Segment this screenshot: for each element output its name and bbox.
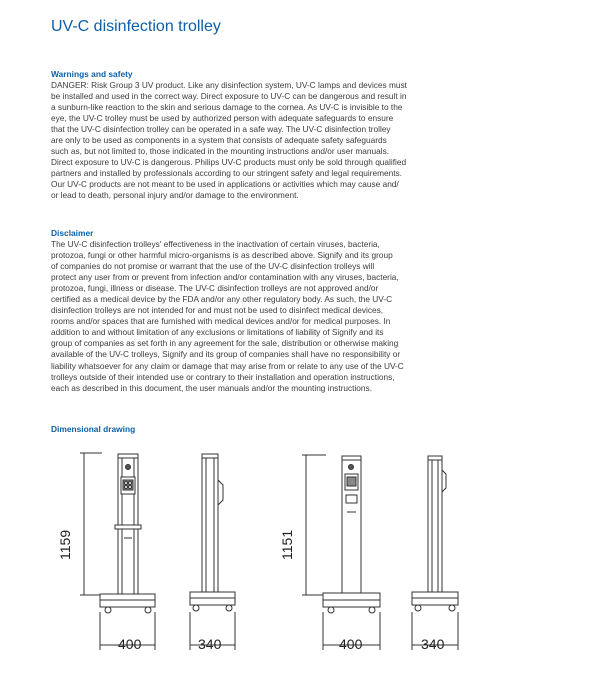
dimensional-drawing xyxy=(40,440,560,680)
trolley-a-side-view xyxy=(190,454,235,650)
drawing-section xyxy=(51,424,491,435)
trolley-a-height-label: 1159 xyxy=(57,529,73,560)
trolley-b-height-label: 1151 xyxy=(279,529,295,560)
warnings-heading: Warnings and safety xyxy=(51,69,133,79)
drawing-heading: Dimensional drawing xyxy=(51,424,136,434)
disclaimer-text: The UV-C disinfection trolleys' effectiveness in the inactivation of certain viruses, bacteria, protozoa, fungi or other harmful micro-organisms is as described above. Signify and its group of companies do not promise or warrant that the use of the UV-C disinfection trolleys will protect any user from or prevent from infection and/or contamination with any viruses, bacteria, protozoa, fungi, illness or disease. The UV-C disinfection trolleys are not approved and/or certified as a medical device by the FDA and/or any other regulatory body. As such, the UV-C disinfection trolleys are not intended for and must not be used to disinfect medical devices, rooms and/or spaces that are furnished with medical devices and/or for medical purposes. In addition to and without limitation of any exclusions or limitations of liability of Signify and its group of companies as set forth in any agreement for the sale, distribution or otherwise making available of the UV-C trolleys, Signify and its group of companies shall have no responsibility or liability whatsoever for any claim or damage that may arise from or relate to any use of the UV-C trolleys outside of their intended use or contrary to their installation and operation instructions, each as described in this document, the user manuals and/or the mounting instructions. xyxy=(51,239,404,393)
trolley-b-front-view xyxy=(302,455,380,650)
trolley-b-depth-label: 340 xyxy=(421,636,445,652)
trolley-a-width-label: 400 xyxy=(118,636,142,652)
warnings-text: DANGER: Risk Group 3 UV product. Like any disinfection system, UV-C lamps and devices must be installed and used in the correct way. Direct exposure to UV-C can be dangerous and result in a sunburn-like reaction to the skin and serious damage to the cornea. As UV-C is invisible to the eye, the UV-C trolley must be used by authorized person with adequate safeguards to ensure that the UV-C disinfection trolley can be operated in a safe way. The UV-C disinfection trolley are only to be used as components in a system that consists of adequate safety safeguards such as, but not limited to, those indicated in the mounting instructions and/or user manuals. Direct exposure to UV-C is dangerous. Philips UV-C products must only be sold through qualified partners and installed by professionals according to our stringent safety and legal requirements. Our UV-C products are not meant to be used in applications or activities which may cause and/ or lead to death, personal injury and/or damage to the environment. xyxy=(51,80,407,201)
page-title: UV-C disinfection trolley xyxy=(51,18,221,35)
dimensional-drawing-svg xyxy=(40,440,560,680)
trolley-b-width-label: 400 xyxy=(339,636,363,652)
disclaimer-heading: Disclaimer xyxy=(51,228,94,238)
trolley-b-side-view xyxy=(412,456,458,650)
trolley-a-front-view xyxy=(80,453,155,650)
warnings-section xyxy=(51,69,491,202)
trolley-a-depth-label: 340 xyxy=(198,636,222,652)
disclaimer-section xyxy=(51,228,491,394)
